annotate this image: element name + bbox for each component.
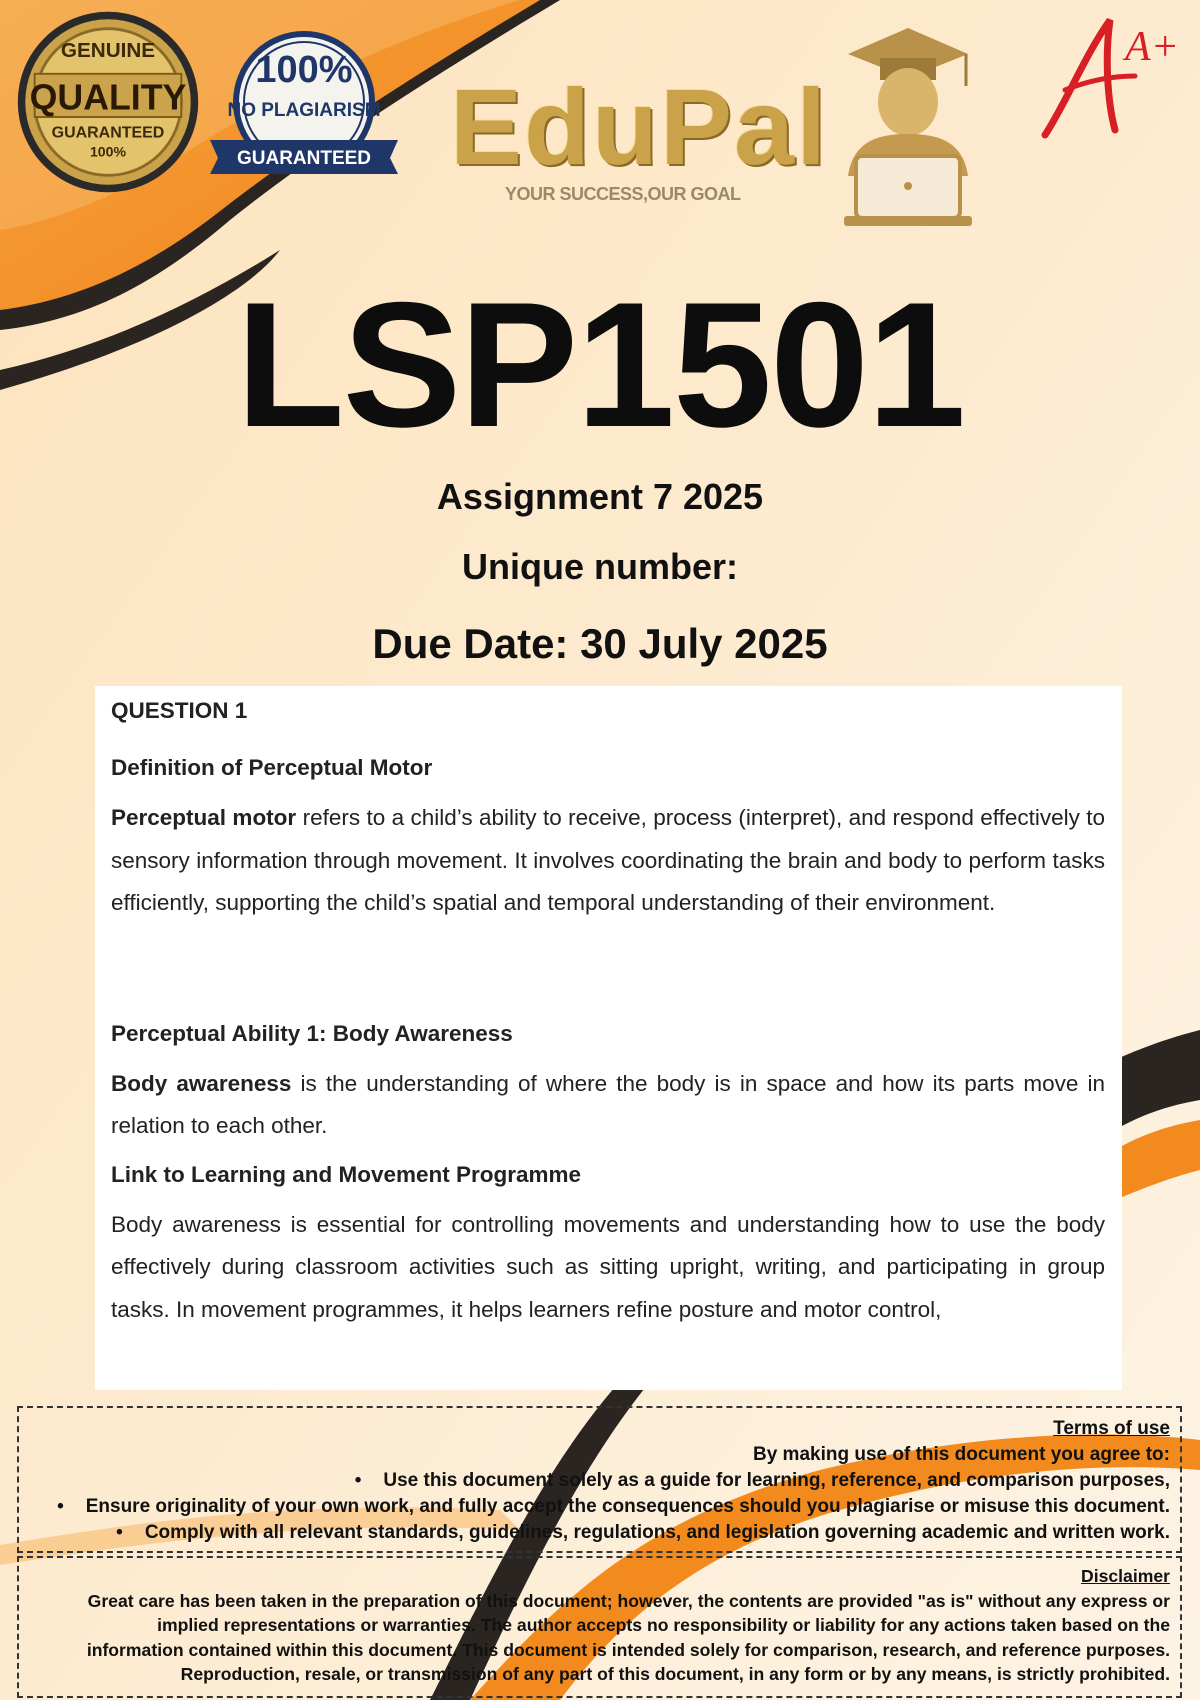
edupal-tagline: YOUR SUCCESS,OUR GOAL <box>505 184 741 204</box>
grade-text: A+ <box>1125 24 1179 70</box>
badge-quality-text: QUALITY <box>29 77 187 118</box>
terms-of-use-box <box>17 1406 1182 1553</box>
disclaimer-line: Reproduction, resale, or transmission of any part of this document, in any form or by any means, is strictly prohibited. <box>180 1664 1170 1684</box>
disclaimer-heading: Disclaimer <box>1081 1566 1170 1586</box>
plag-guaranteed-text: GUARANTEED <box>236 148 372 169</box>
disclaimer-line: Great care has been taken in the preparation of this document; however, the contents are provided "as is" without any express or <box>87 1590 1170 1611</box>
terms-intro: By making use of this document you agree to: <box>752 1444 1170 1465</box>
ability-paragraph <box>111 1063 1105 1148</box>
course-code-title: LSP1501 <box>235 265 965 464</box>
a-plus-grade-mark <box>1035 10 1179 150</box>
definition-heading: Definition of Perceptual Motor <box>111 755 433 780</box>
due-date: Due Date: 30 July 2025 <box>372 620 828 667</box>
graduate-laptop-icon <box>838 26 978 232</box>
terms-item: • Comply with all relevant standards, guidelines, regulations, and legislation governing academic and written work. <box>116 1522 1170 1543</box>
terms-item: • Use this document solely as a guide for learning, reference, and comparison purposes, <box>354 1470 1170 1491</box>
terms-heading: Terms of use <box>1053 1418 1170 1439</box>
badge-genuine-text: GENUINE <box>60 38 156 62</box>
edupal-logo-text: EduPal <box>450 66 829 187</box>
ability-text: is the understanding of where the body is in space and how its parts move in relation to each other. <box>111 1070 1105 1138</box>
disclaimer-line: implied representations or warranties. The author accepts no responsibility or liability for any actions taken based on the <box>157 1615 1170 1635</box>
ability-heading: Perceptual Ability 1: Body Awareness <box>111 1020 513 1046</box>
no-plagiarism-badge <box>204 30 404 180</box>
definition-term: Perceptual motor <box>111 805 297 830</box>
badge-100-text: 100% <box>89 143 127 160</box>
unique-number-label: Unique number: <box>462 546 738 587</box>
badge-guaranteed-text: GUARANTEED <box>51 124 165 142</box>
plag-100-text: 100% <box>255 49 353 91</box>
answer-content <box>95 686 1122 1390</box>
disclaimer-line: information contained within this document. This document is intended solely for comparison, research, and reference purposes. <box>86 1639 1170 1660</box>
link-heading: Link to Learning and Movement Programme <box>111 1161 582 1187</box>
disclaimer-box <box>17 1556 1182 1698</box>
terms-item: • Ensure originality of your own work, and fully accept the consequences should you plagiarise or misuse this document. <box>57 1496 1170 1517</box>
definition-paragraph <box>111 797 1105 925</box>
plag-no-plagiarism-text: NO PLAGIARISM <box>227 100 381 121</box>
question-heading: QUESTION 1 <box>111 698 248 723</box>
genuine-quality-badge <box>14 8 202 196</box>
definition-text: refers to a child’s ability to receive, process (interpret), and respond effectively to sensory information through movement. It involves coordinating the brain and body to perform tasks efficiently, supporting the child’s spatial and temporal understanding of their environment. <box>111 805 1105 915</box>
link-paragraph: Body awareness is essential for controlling movements and understanding how to use the body effectively during classroom activities such as sitting upright, writing, and participating in group tasks. In movement programmes, it helps learners refine posture and motor control, <box>111 1211 1105 1322</box>
assignment-title: Assignment 7 2025 <box>436 476 764 517</box>
ability-term: Body awareness <box>111 1070 292 1096</box>
